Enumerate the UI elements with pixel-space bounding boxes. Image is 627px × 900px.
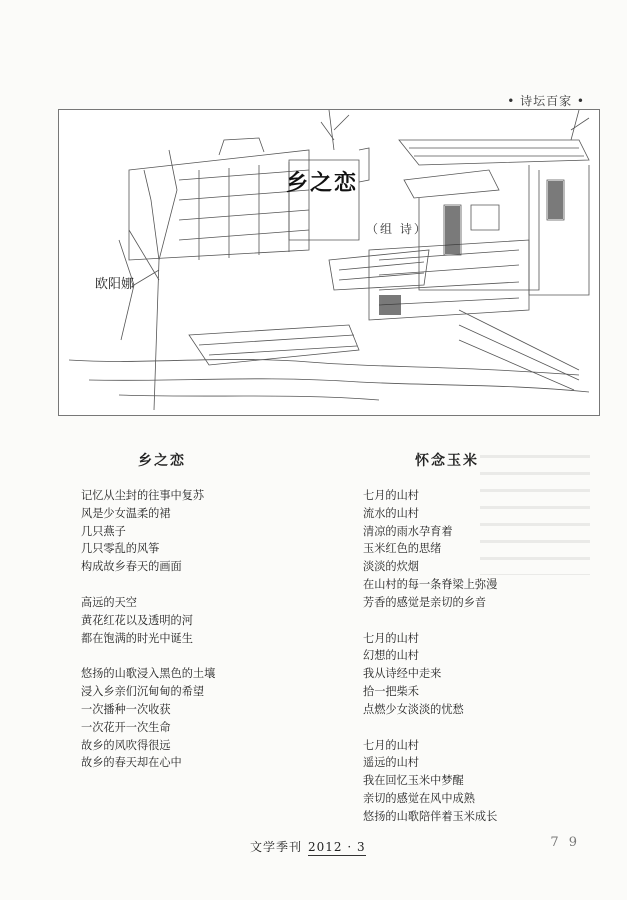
village-sketch-illustration [59,110,599,415]
poem-line: 都在饱满的时光中诞生 [81,631,193,645]
feature-subtitle: （组 诗） [366,222,428,236]
footer [250,838,366,855]
poem-line: 浸入乡亲们沉甸甸的希望 [81,685,205,699]
section-tag: • 诗坛百家 • [507,94,585,108]
author-name: 欧阳娜 [95,277,135,292]
poem-line: 亲切的感觉在风中成熟 [363,791,475,805]
poem-line: 拾一把柴禾 [363,684,419,698]
poem-body-left [81,487,215,772]
poem-line: 故乡的春天却在心中 [81,756,182,770]
poem-line: 七月的山村 [363,738,419,752]
poem-line: 一次花开一次生命 [81,720,171,734]
illustration-frame [58,109,600,416]
poem-line: 构成故乡春天的画面 [81,560,182,574]
poem-line: 点燃少女淡淡的忧愁 [363,702,464,716]
poem-line: 七月的山村 [363,631,419,645]
stanza-gap [81,576,215,594]
feature-title: 乡之恋 [286,171,359,196]
poem-line: 我从诗经中走来 [363,667,442,681]
poem-line: 记忆从尘封的往事中复苏 [81,489,205,502]
poem-line: 风是少女温柔的裙 [81,506,171,520]
poem-line: 流水的山村 [363,506,419,520]
poem-line: 故乡的风吹得很远 [81,738,171,752]
poem-line: 幻想的山村 [363,649,419,663]
poem-line: 悠扬的山歌浸入黑色的土壤 [81,667,216,681]
poem-line: 清凉的雨水孕育着 [363,524,453,538]
poem-line: 黄花红花以及透明的河 [81,613,193,627]
poem-line: 几只燕子 [81,524,126,538]
page-number: 7 9 [550,835,580,850]
poem-line: 淡淡的炊烟 [363,560,419,574]
journal-name: 文学季刊 [250,840,303,854]
poem-line: 几只零乱的风筝 [81,542,160,556]
poem-line: 芳香的感觉是亲切的乡音 [363,595,487,609]
poem-line: 在山村的每一条脊梁上弥漫 [363,577,498,591]
poem-line: 悠扬的山歌陪伴着玉米成长 [363,809,498,823]
stanza-gap [363,719,497,737]
poem-line: 七月的山村 [363,489,419,502]
poem-title-right: 怀念玉米 [415,453,479,469]
poem-line: 玉米红色的思绪 [363,542,442,556]
poem-title-left: 乡之恋 [138,453,186,469]
issue-number: 2012 · 3 [308,840,366,854]
stanza-gap [363,612,497,630]
poem-line: 一次播种一次收获 [81,702,171,716]
stanza-gap [81,647,215,665]
poem-body-right [363,487,497,826]
poem-line: 高远的天空 [81,595,137,609]
poem-line: 我在回忆玉米中梦醒 [363,774,464,788]
poem-line: 遥远的山村 [363,756,419,770]
